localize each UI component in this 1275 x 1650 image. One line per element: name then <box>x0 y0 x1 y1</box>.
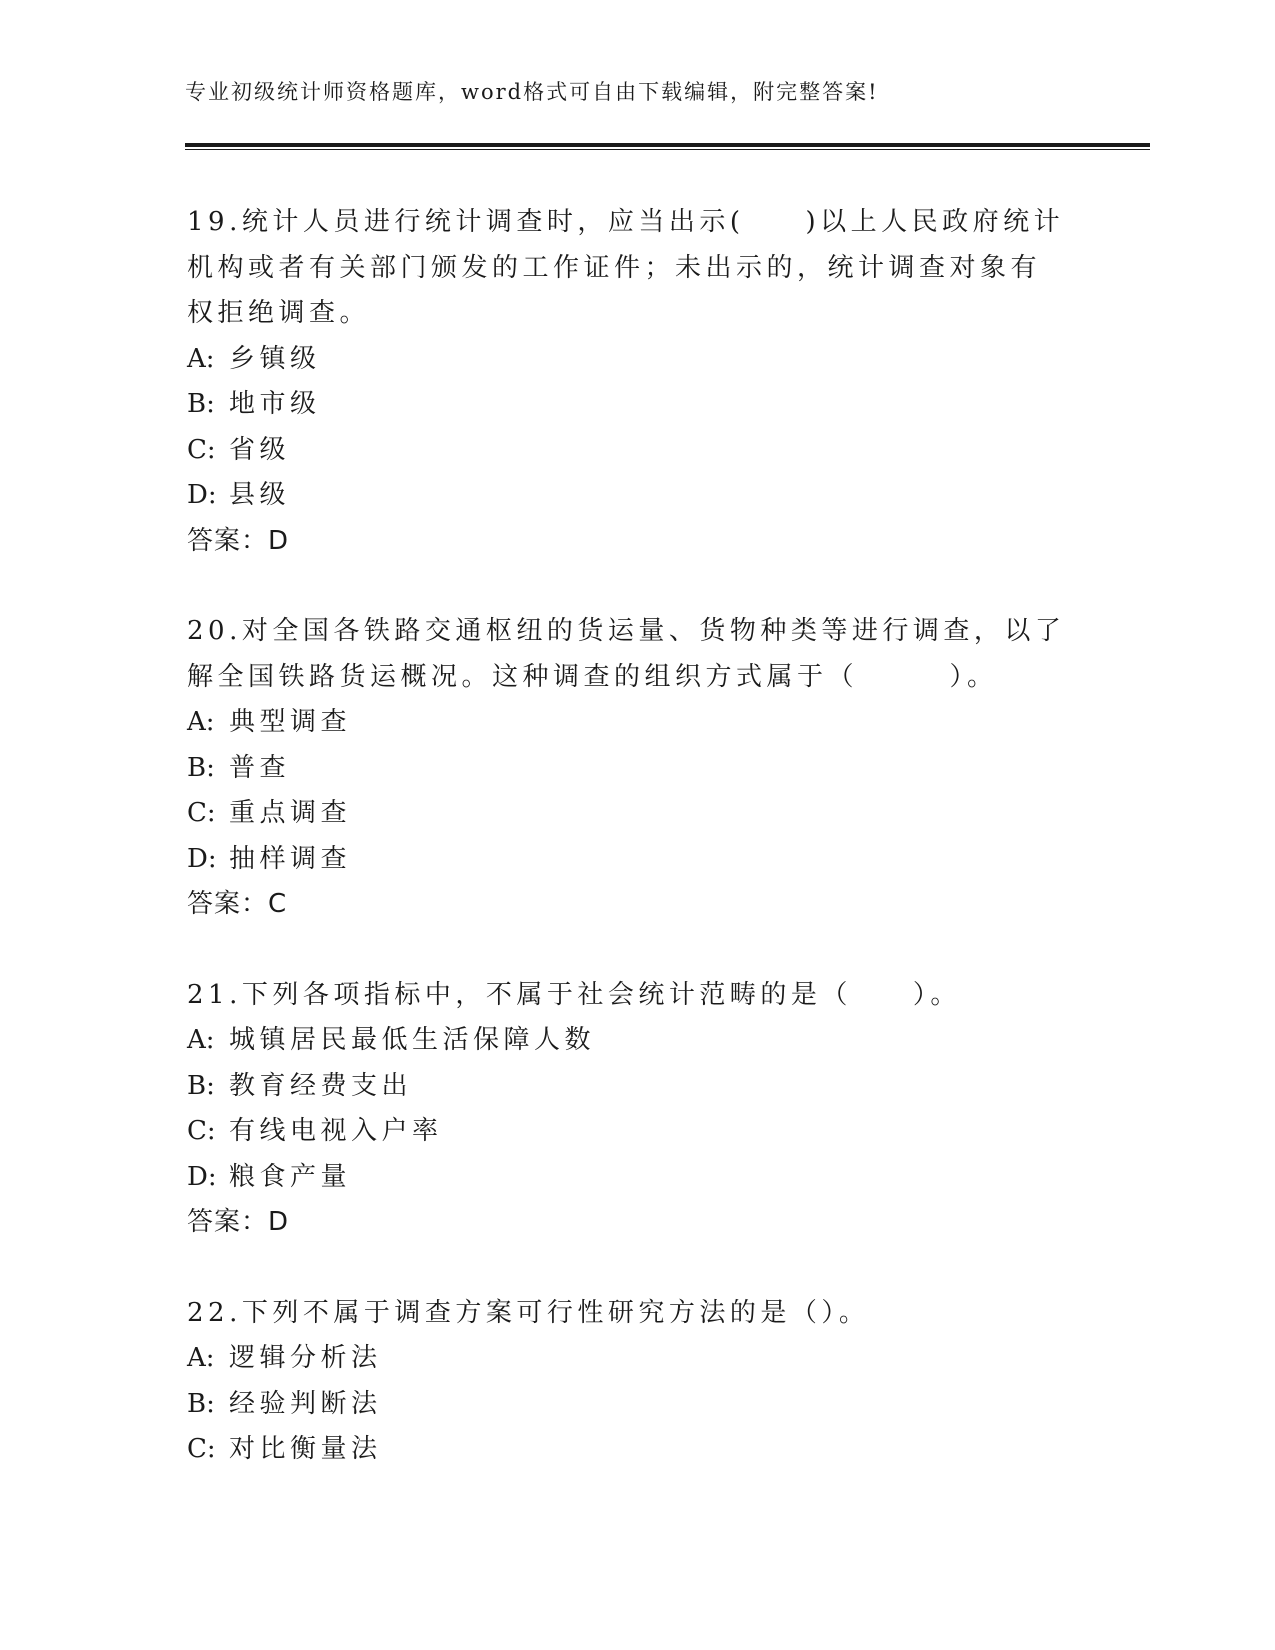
option-key: C: <box>187 1116 216 1146</box>
answer-line: 答案：D <box>187 1207 290 1237</box>
option-b <box>187 382 1067 428</box>
option-text: 典型调查 <box>229 707 352 737</box>
option-text: 抽样调查 <box>229 843 352 874</box>
option-key: A: <box>187 707 215 737</box>
header-rule-thin <box>185 149 1150 150</box>
option-key: D: <box>187 843 217 874</box>
question-stem: 19.统计人员进行统计调查时，应当出示( )以上人民政府统计机构或者有关部门颁发的工作证件；未出示的，统计调查对象有权拒绝调查。 <box>187 207 1065 328</box>
option-text: 普查 <box>229 752 291 783</box>
option-key: B: <box>187 752 215 783</box>
option-key: B: <box>187 389 215 419</box>
question-22 <box>187 1291 1067 1473</box>
option-b <box>187 1064 1067 1110</box>
option-a <box>187 337 1067 383</box>
option-key: B: <box>187 1070 215 1101</box>
question-19 <box>187 200 1067 564</box>
option-text: 重点调查 <box>229 798 352 828</box>
option-a <box>187 1336 1067 1382</box>
question-stem: 20.对全国各铁路交通枢纽的货运量、货物种类等进行调查，以了解全国铁路货运概况。这种调查的组织方式属于（ ）。 <box>187 616 1066 692</box>
option-text: 地市级 <box>229 389 321 419</box>
option-text: 有线电视入户率 <box>229 1116 443 1146</box>
option-text: 对比衡量法 <box>229 1434 382 1464</box>
option-key: D: <box>187 1161 217 1192</box>
question-stem: 22.下列不属于调查方案可行性研究方法的是（）。 <box>187 1297 870 1328</box>
answer-line: 答案：D <box>187 525 290 556</box>
option-c <box>187 1109 1067 1155</box>
question-21 <box>187 973 1067 1246</box>
option-text: 经验判断法 <box>229 1388 382 1419</box>
option-b <box>187 1382 1067 1428</box>
option-key: D: <box>187 480 217 510</box>
option-key: A: <box>187 1343 215 1373</box>
option-c <box>187 1427 1067 1473</box>
option-a <box>187 1018 1067 1064</box>
option-text: 教育经费支出 <box>229 1070 413 1101</box>
option-c <box>187 791 1067 837</box>
option-key: A: <box>187 343 215 374</box>
option-text: 省级 <box>229 434 291 465</box>
answer-line: 答案：C <box>187 889 288 919</box>
option-d <box>187 837 1067 883</box>
option-b <box>187 746 1067 792</box>
option-text: 城镇居民最低生活保障人数 <box>229 1025 596 1055</box>
option-text: 乡镇级 <box>229 343 321 374</box>
option-key: A: <box>187 1025 215 1055</box>
option-text: 逻辑分析法 <box>229 1343 382 1373</box>
option-key: C: <box>187 798 216 828</box>
option-key: C: <box>187 434 216 465</box>
option-a <box>187 700 1067 746</box>
option-text: 县级 <box>229 480 291 510</box>
header-rule-thick <box>185 143 1150 147</box>
option-key: B: <box>187 1388 215 1419</box>
option-c <box>187 428 1067 474</box>
question-20 <box>187 609 1067 928</box>
option-key: C: <box>187 1434 216 1464</box>
page-header: 专业初级统计师资格题库，word格式可自由下载编辑，附完整答案! <box>185 80 879 104</box>
option-d <box>187 473 1067 519</box>
question-stem: 21.下列各项指标中，不属于社会统计范畴的是（ ）。 <box>187 979 961 1010</box>
question-list <box>187 200 1067 1518</box>
option-d <box>187 1155 1067 1201</box>
option-text: 粮食产量 <box>229 1161 352 1192</box>
